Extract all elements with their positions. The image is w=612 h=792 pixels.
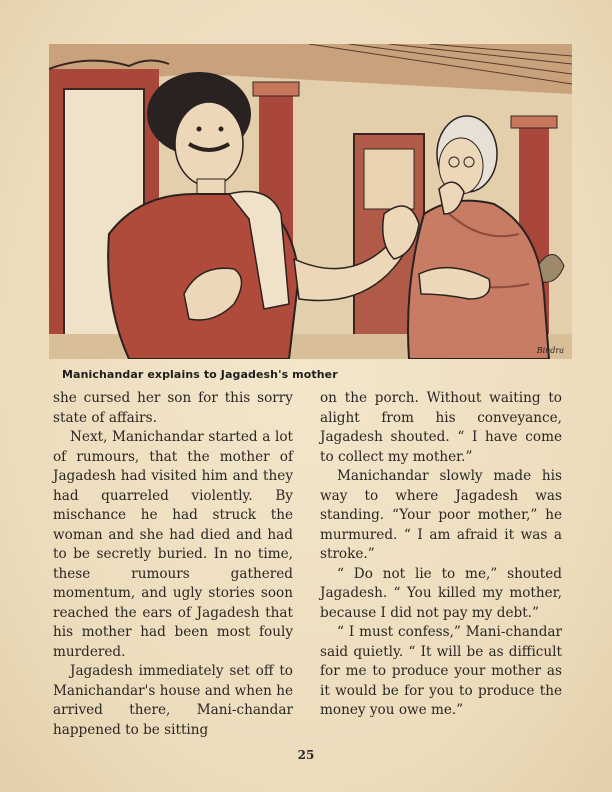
paragraph: Manichandar slowly made his way to where Jagadesh was standing. “Your poor mother,” he murmured. “ I am afraid it was a stroke.” [320,468,562,562]
paragraph: she cursed her son for this sorry state of affairs. [53,390,293,426]
page-number: 25 [297,748,315,762]
artist-signature: Bindra [536,346,564,355]
left-text-column [53,389,293,740]
illustration-drawing [49,44,572,359]
right-text-column [320,389,562,721]
paragraph: on the porch. Without waiting to alight from his conveyance, Jagadesh shouted. “ I have come to collect my mother.” [320,390,562,465]
story-illustration [49,44,572,359]
paragraph: “ I must confess,” Mani-chandar said quietly. “ It will be as difficult for me to produce your mother as it would be for you to produce the money you owe me.” [320,624,562,718]
paragraph: “ Do not lie to me,” shouted Jagadesh. “ You killed my mother, because I did not pay my debt.” [320,565,562,621]
paragraph: Jagadesh immediately set off to Manichandar's house and when he arrived there, Mani-chandar happened to be sitting [53,663,293,738]
illustration-caption: Manichandar explains to Jagadesh's mother [62,368,338,381]
paragraph: Next, Manichandar started a lot of rumours, that the mother of Jagadesh had visited him and they had quarreled violently. By mischance he had struck the woman and she had died and had to be secretly buried. In no time, these rumours gathered momentum, and ugly stories soon reached the ears of Jagadesh that his mother had been most fouly murdered. [53,429,293,660]
